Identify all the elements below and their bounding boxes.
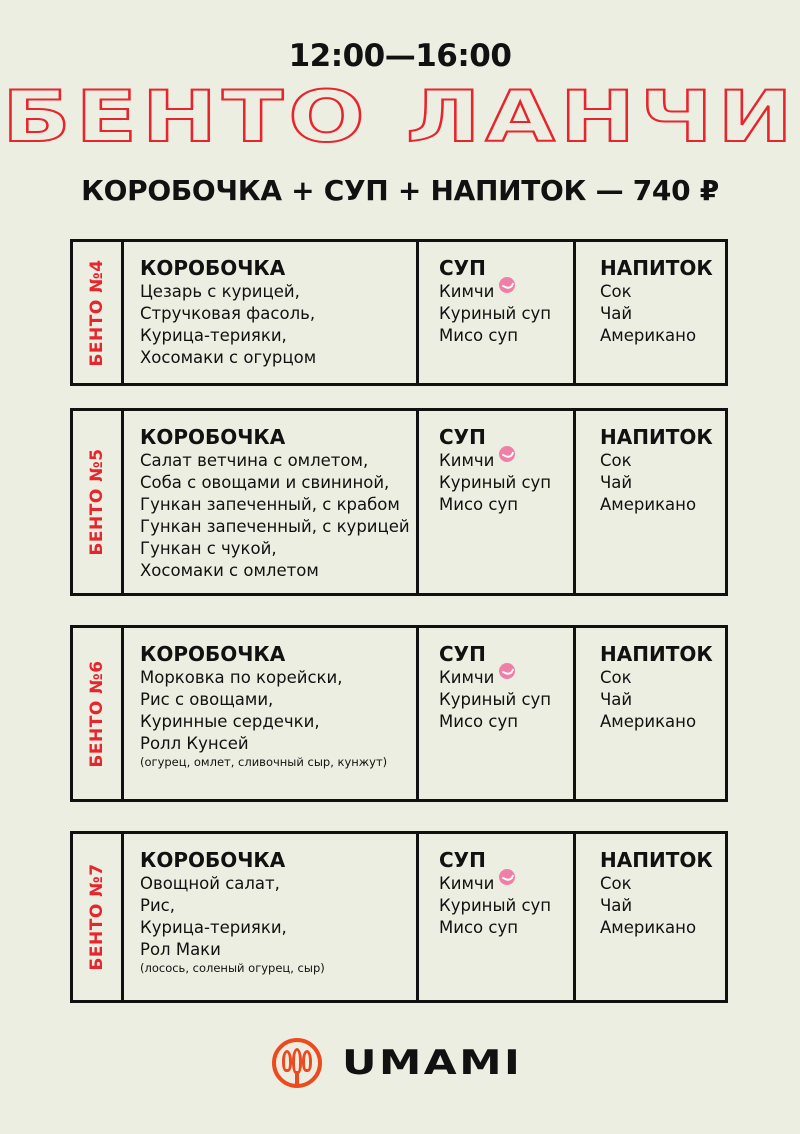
bento-card: [70, 408, 728, 596]
bento-card: [70, 831, 728, 1003]
drink-item: Американо: [600, 495, 697, 514]
bento-label-column: [73, 628, 124, 799]
bento-label: БЕНТО №5: [87, 448, 107, 556]
drink-heading: НАПИТОК: [600, 425, 713, 449]
soup-heading: СУП: [439, 642, 486, 666]
bento-label-column: [73, 242, 124, 383]
box-column: [124, 411, 419, 593]
box-item: Рис,: [140, 896, 175, 915]
box-item-note: (лосось, соленый огурец, сыр): [140, 961, 325, 975]
soup-item: [439, 281, 573, 303]
soup-item-label: Кимчи: [439, 668, 495, 687]
drink-item: Чай: [600, 304, 633, 323]
chili-icon: [499, 869, 515, 885]
soup-column: [419, 411, 576, 593]
box-item: Рол Маки: [140, 940, 221, 959]
box-item: Куринные сердечки,: [140, 712, 320, 731]
soup-item-label: Куриный суп: [439, 473, 552, 492]
bento-card: [70, 239, 728, 386]
soup-column: [419, 628, 576, 799]
box-heading: КОРОБОЧКА: [140, 256, 286, 280]
page-title: БЕНТО ЛАНЧИ: [2, 76, 798, 158]
drink-column: [576, 242, 725, 383]
box-item: Курица-терияки,: [140, 326, 287, 345]
box-column: [124, 834, 419, 1000]
soup-heading: СУП: [439, 848, 486, 872]
box-item: Рис с овощами,: [140, 690, 274, 709]
soup-item-label: Мисо суп: [439, 326, 518, 345]
drink-column: [576, 834, 725, 1000]
umami-logo-icon: [272, 1038, 322, 1088]
box-item: Ролл Кунсей: [140, 734, 249, 753]
soup-item: [439, 689, 573, 711]
soup-item-label: Кимчи: [439, 282, 495, 301]
drink-item: Сок: [600, 282, 632, 301]
bento-label: БЕНТО №4: [87, 258, 107, 367]
drink-column: [576, 628, 725, 799]
box-column: [124, 628, 419, 799]
box-heading: КОРОБОЧКА: [140, 642, 286, 666]
chili-icon: [499, 277, 515, 293]
soup-column: [419, 834, 576, 1000]
brand-logo: [272, 1036, 523, 1090]
box-item: Хосомаки с омлетом: [140, 561, 319, 580]
brand-name: UMAMI: [342, 1043, 523, 1083]
soup-item-label: Куриный суп: [439, 896, 552, 915]
box-item: Соба с овощами и свининой,: [140, 473, 390, 492]
chili-icon: [499, 446, 515, 462]
box-item: Гункан запеченный, с крабом: [140, 495, 400, 514]
bento-label: БЕНТО №7: [87, 863, 107, 971]
box-item-note: (огурец, омлет, сливочный сыр, кунжут): [140, 755, 388, 769]
soup-item: [439, 873, 573, 895]
soup-item: [439, 325, 573, 347]
box-item: Гункан с чукой,: [140, 539, 277, 558]
price-subtitle: КОРОБОЧКА + СУП + НАПИТОК — 740 ₽: [81, 174, 719, 207]
soup-item: [439, 472, 573, 494]
soup-heading: СУП: [439, 256, 486, 280]
drink-heading: НАПИТОК: [600, 848, 713, 872]
bento-card: [70, 625, 728, 802]
box-item: Гункан запеченный, с курицей: [140, 517, 410, 536]
box-item: Курица-терияки,: [140, 918, 287, 937]
box-heading: КОРОБОЧКА: [140, 425, 286, 449]
drink-column: [576, 411, 725, 593]
box-item: Хосомаки с огурцом: [140, 348, 317, 367]
soup-item: [439, 895, 573, 917]
soup-item: [439, 667, 573, 689]
box-heading: КОРОБОЧКА: [140, 848, 286, 872]
box-item: Салат ветчина с омлетом,: [140, 451, 369, 470]
soup-item: [439, 711, 573, 733]
box-item: Морковка по корейски,: [140, 668, 343, 687]
box-item: Стручковая фасоль,: [140, 304, 316, 323]
chili-icon: [499, 663, 515, 679]
soup-item-label: Кимчи: [439, 874, 495, 893]
soup-item-label: Куриный суп: [439, 304, 552, 323]
soup-item-label: Мисо суп: [439, 712, 518, 731]
soup-item-label: Мисо суп: [439, 495, 518, 514]
bento-label-column: [73, 834, 124, 1000]
bento-label-column: [73, 411, 124, 593]
soup-item-label: Кимчи: [439, 451, 495, 470]
box-item: Цезарь с курицей,: [140, 282, 300, 301]
drink-item: Американо: [600, 712, 697, 731]
soup-item: [439, 917, 573, 939]
drink-item: Американо: [600, 326, 697, 345]
drink-item: Сок: [600, 668, 632, 687]
box-item: Овощной салат,: [140, 874, 280, 893]
soup-column: [419, 242, 576, 383]
drink-item: Чай: [600, 690, 633, 709]
drink-item: Сок: [600, 451, 632, 470]
soup-item: [439, 494, 573, 516]
soup-item: [439, 303, 573, 325]
drink-item: Сок: [600, 874, 632, 893]
drink-item: Американо: [600, 918, 697, 937]
drink-heading: НАПИТОК: [600, 642, 713, 666]
drink-item: Чай: [600, 896, 633, 915]
soup-heading: СУП: [439, 425, 486, 449]
soup-item: [439, 450, 573, 472]
drink-item: Чай: [600, 473, 633, 492]
box-column: [124, 242, 419, 383]
drink-heading: НАПИТОК: [600, 256, 713, 280]
soup-item-label: Куриный суп: [439, 690, 552, 709]
soup-item-label: Мисо суп: [439, 918, 518, 937]
bento-label: БЕНТО №6: [87, 659, 107, 768]
time-range: 12:00—16:00: [288, 38, 512, 74]
